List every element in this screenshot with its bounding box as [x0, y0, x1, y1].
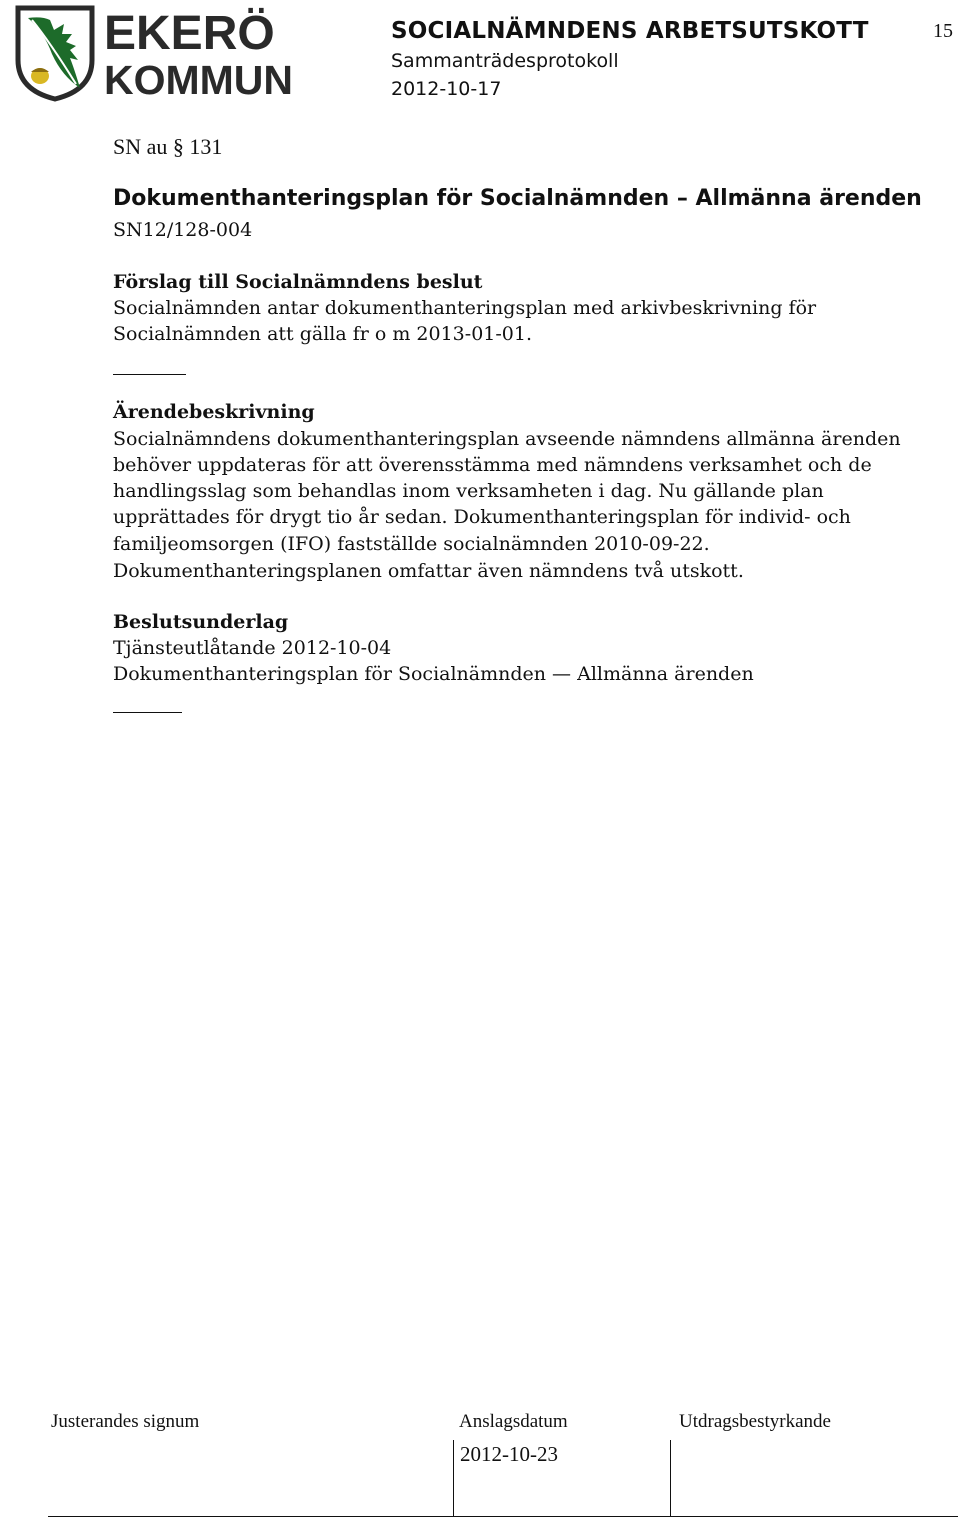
- section-divider: [113, 374, 186, 375]
- basis-line: Dokumenthanteringsplan för Socialnämnden — Allmänna ärenden: [113, 663, 754, 685]
- description-line: Socialnämndens dokumenthanteringsplan avseende nämndens allmänna ärenden: [113, 428, 901, 450]
- extract-certification-label: Utdragsbestyrkande: [679, 1411, 831, 1432]
- proposal-heading: Förslag till Socialnämndens beslut: [113, 271, 483, 293]
- logo-text-ekero: EKERÖ: [104, 7, 275, 60]
- description-line: behöver uppdateras för att överensstämma med nämndens verksamhet och de: [113, 454, 872, 476]
- case-title: Dokumenthanteringsplan för Socialnämnden – Allmänna ärenden: [113, 186, 922, 211]
- proposal-line: Socialnämnden att gälla fr o m 2013-01-01.: [113, 323, 533, 345]
- proposal-line: Socialnämnden antar dokumenthanteringsplan med arkivbeskrivning för: [113, 297, 817, 319]
- paragraph-reference: SN au § 131: [113, 134, 223, 159]
- logo-text-kommun: KOMMUN: [104, 57, 294, 103]
- page-number: 15: [933, 20, 953, 42]
- posting-date-label: Anslagsdatum: [459, 1411, 568, 1432]
- footer-divider: [670, 1440, 671, 1517]
- posting-date: 2012-10-23: [460, 1442, 558, 1466]
- signature-label: Justerandes signum: [51, 1411, 200, 1432]
- description-line: handlingsslag som behandlas inom verksamheten i dag. Nu gällande plan: [113, 480, 824, 502]
- footer-baseline: [48, 1516, 958, 1517]
- section-divider: [113, 712, 182, 713]
- description-heading: Ärendebeskrivning: [113, 401, 315, 423]
- organization-name: SOCIALNÄMNDENS ARBETSUTSKOTT: [391, 18, 869, 44]
- basis-heading: Beslutsunderlag: [113, 611, 289, 633]
- municipality-logo: [14, 2, 294, 103]
- description-line: upprättades för drygt tio år sedan. Dokumenthanteringsplan för individ- och: [113, 506, 851, 528]
- case-number: SN12/128-004: [113, 219, 253, 241]
- document-type: Sammanträdesprotokoll: [391, 50, 619, 72]
- basis-line: Tjänsteutlåtande 2012-10-04: [113, 637, 392, 659]
- description-line: Dokumenthanteringsplanen omfattar även nämndens två utskott.: [113, 560, 744, 582]
- footer-divider: [453, 1440, 454, 1517]
- meeting-date: 2012-10-17: [391, 78, 502, 100]
- oak-leaf-shield-icon: [18, 8, 92, 99]
- description-line: familjeomsorgen (IFO) fastställde socialnämnden 2010-09-22.: [113, 533, 710, 555]
